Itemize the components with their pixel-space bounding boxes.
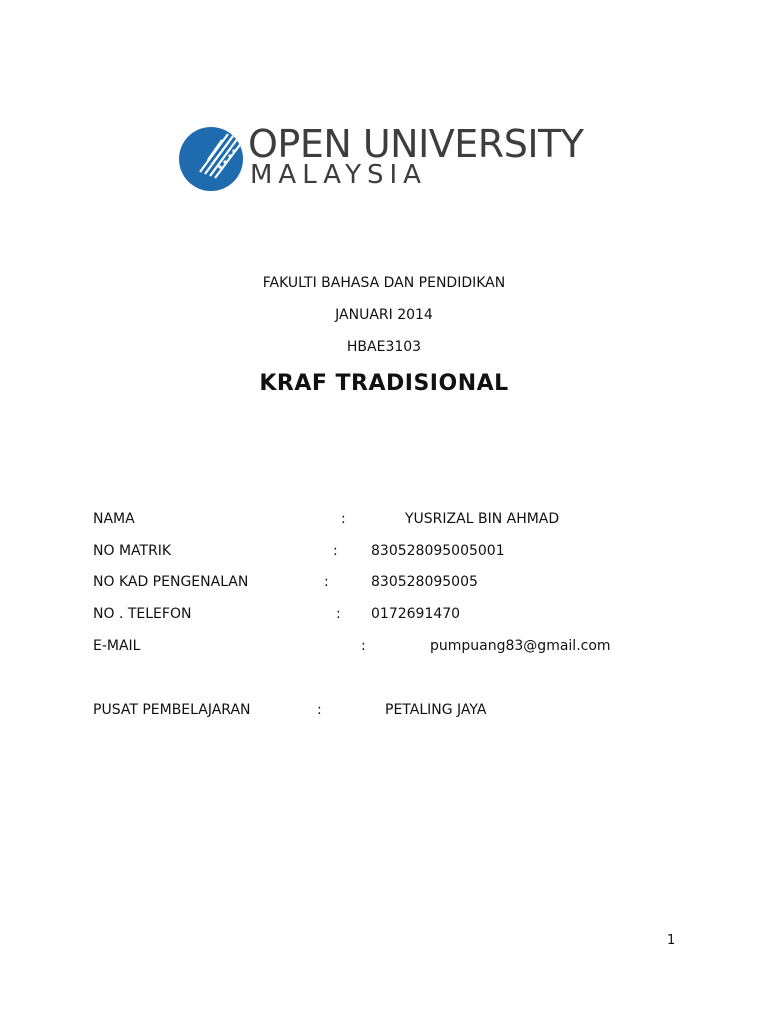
field-value: PETALING JAYA [385,702,487,718]
field-label: NO KAD PENGENALAN [93,574,249,590]
university-logo [176,124,596,194]
field-colon: : [336,606,341,622]
field-value: 0172691470 [371,606,461,622]
field-label: NO . TELEFON [93,606,192,622]
field-label: E-MAIL [93,638,141,654]
university-emblem-icon [178,126,244,192]
field-label: NO MATRIK [93,543,172,559]
field-colon: : [317,702,322,718]
field-value: 830528095005001 [371,543,505,559]
logo-wordmark-line2: MALAYSIA [250,160,427,190]
field-value: YUSRIZAL BIN AHMAD [405,511,560,527]
faculty-name: FAKULTI BAHASA DAN PENDIDIKAN [262,275,506,291]
page-number: 1 [667,933,676,948]
semester: JANUARI 2014 [335,307,433,323]
logo-wordmark-line1: OPEN UNIVERSITY [248,122,584,166]
field-value: 830528095005 [371,574,478,590]
field-label: PUSAT PEMBELAJARAN [93,702,251,718]
field-colon: : [341,511,346,527]
field-colon: : [333,543,338,559]
field-label: NAMA [93,511,135,527]
assignment-title: KRAF TRADISIONAL [259,371,509,396]
field-colon: : [361,638,366,654]
course-code: HBAE3103 [346,339,422,355]
field-colon: : [324,574,329,590]
field-value: pumpuang83@gmail.com [430,638,611,654]
